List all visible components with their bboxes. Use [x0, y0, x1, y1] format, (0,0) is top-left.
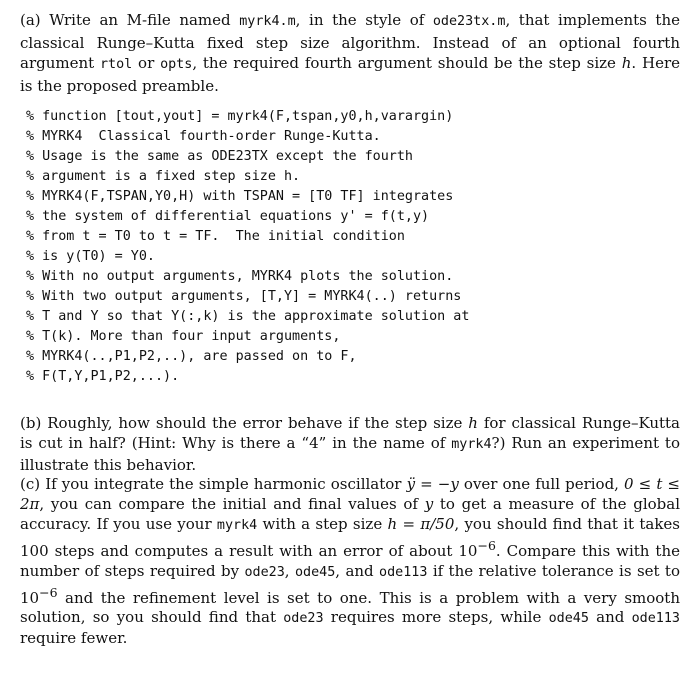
math-h: h	[621, 54, 632, 72]
math-error-base: 10	[458, 541, 478, 560]
math-tolerance-exponent: −6	[39, 584, 58, 600]
text: and	[588, 608, 632, 627]
filename: myrk4.m	[239, 14, 296, 29]
text: , that implements the classical Runge–Kutta fixed step size algorithm. Instead of an optional fourth argument	[20, 11, 680, 72]
text: (c) If you integrate the simple harmonic oscillator	[20, 475, 407, 493]
code-line: % T(k). More than four input arguments,	[26, 329, 341, 344]
math-oscillator-equation: ÿ = −y	[406, 475, 459, 493]
math-error-exponent: −6	[477, 537, 496, 553]
code-line: % Usage is the same as ODE23TX except the fourth	[26, 149, 413, 164]
code-myrk4: myrk4	[216, 517, 258, 533]
text: ,	[284, 561, 295, 580]
math-h: h	[468, 414, 478, 432]
text: ?) Run an experiment to illustrate this behavior.	[20, 434, 680, 474]
code-rtol: rtol	[99, 57, 133, 72]
code-line: % T and Y so that Y(:,k) is the approximate solution at	[26, 309, 470, 324]
text: with a step size	[257, 514, 388, 533]
code-ode23: ode23	[283, 611, 324, 627]
text: and the refinement level is set to one. This is a problem with a very smooth solution, so you should find that	[20, 588, 680, 627]
text: for classical Runge–Kutta is cut in half? (Hint: Why is there a “4” in the name of	[20, 414, 681, 452]
document-page	[20, 10, 680, 649]
text: , the required fourth argument should be the step size	[192, 54, 622, 72]
code-line: % F(T,Y,P1,P2,...).	[26, 369, 180, 384]
code-myrk4: myrk4	[451, 437, 492, 452]
code-line: % argument is a fixed step size h.	[26, 169, 301, 184]
code-opts: opts	[160, 57, 193, 72]
part-b-paragraph	[20, 413, 680, 475]
text: to get a measure of the global accuracy. If you use your	[20, 494, 680, 533]
code-ode23: ode23	[244, 564, 285, 580]
math-time-range: 0 ≤ t ≤ 2π	[20, 475, 680, 513]
math-y: y	[424, 494, 434, 513]
math-step-size: h = π/50	[387, 514, 455, 533]
text: (b) Roughly, how should the error behave if the step size	[20, 414, 469, 432]
preamble-code-block	[26, 107, 680, 387]
code-ode113: ode113	[379, 564, 428, 580]
text: , in the style of	[295, 11, 433, 29]
code-line: % MYRK4 Classical fourth-order Runge-Kutta.	[26, 129, 381, 144]
text: requires more steps, while	[323, 608, 549, 627]
code-line: % MYRK4(F,TSPAN,Y0,H) with TSPAN = [T0 TF] integrates	[26, 189, 454, 204]
text: , you should find that it takes 100 steps and computes a result with an error of about	[20, 514, 680, 560]
code-ode45: ode45	[548, 611, 589, 627]
text: , and	[335, 561, 380, 580]
part-a-paragraph	[20, 10, 680, 96]
text: require fewer.	[20, 629, 128, 648]
code-ode45: ode45	[294, 564, 336, 580]
reference-filename: ode23tx.m	[432, 14, 506, 29]
part-c-paragraph	[20, 475, 680, 649]
text: (a) Write an M-file named	[20, 11, 240, 29]
code-line: % MYRK4(..,P1,P2,..), are passed on to F,	[26, 349, 357, 364]
code-ode113: ode113	[631, 611, 680, 627]
text: . Here is the proposed preamble.	[20, 54, 681, 95]
code-line: % the system of differential equations y' = f(t,y)	[26, 209, 430, 224]
text: if the relative tolerance is set to	[427, 561, 680, 580]
text: . Compare this with the number of steps required by	[20, 541, 680, 580]
code-line: % from t = T0 to t = TF. The initial condition	[26, 229, 405, 244]
text: , you can compare the initial and final values of	[39, 494, 425, 513]
text: over one full period,	[458, 475, 625, 493]
code-line: % is y(T0) = Y0.	[26, 249, 155, 264]
code-line: % With two output arguments, [T,Y] = MYRK4(..) returns	[26, 289, 462, 304]
code-line: % With no output arguments, MYRK4 plots the solution.	[26, 269, 454, 284]
code-line: % function [tout,yout] = myrk4(F,tspan,y0,h,varargin)	[26, 109, 454, 124]
text: or	[132, 54, 161, 72]
math-tolerance-base: 10	[20, 588, 40, 607]
